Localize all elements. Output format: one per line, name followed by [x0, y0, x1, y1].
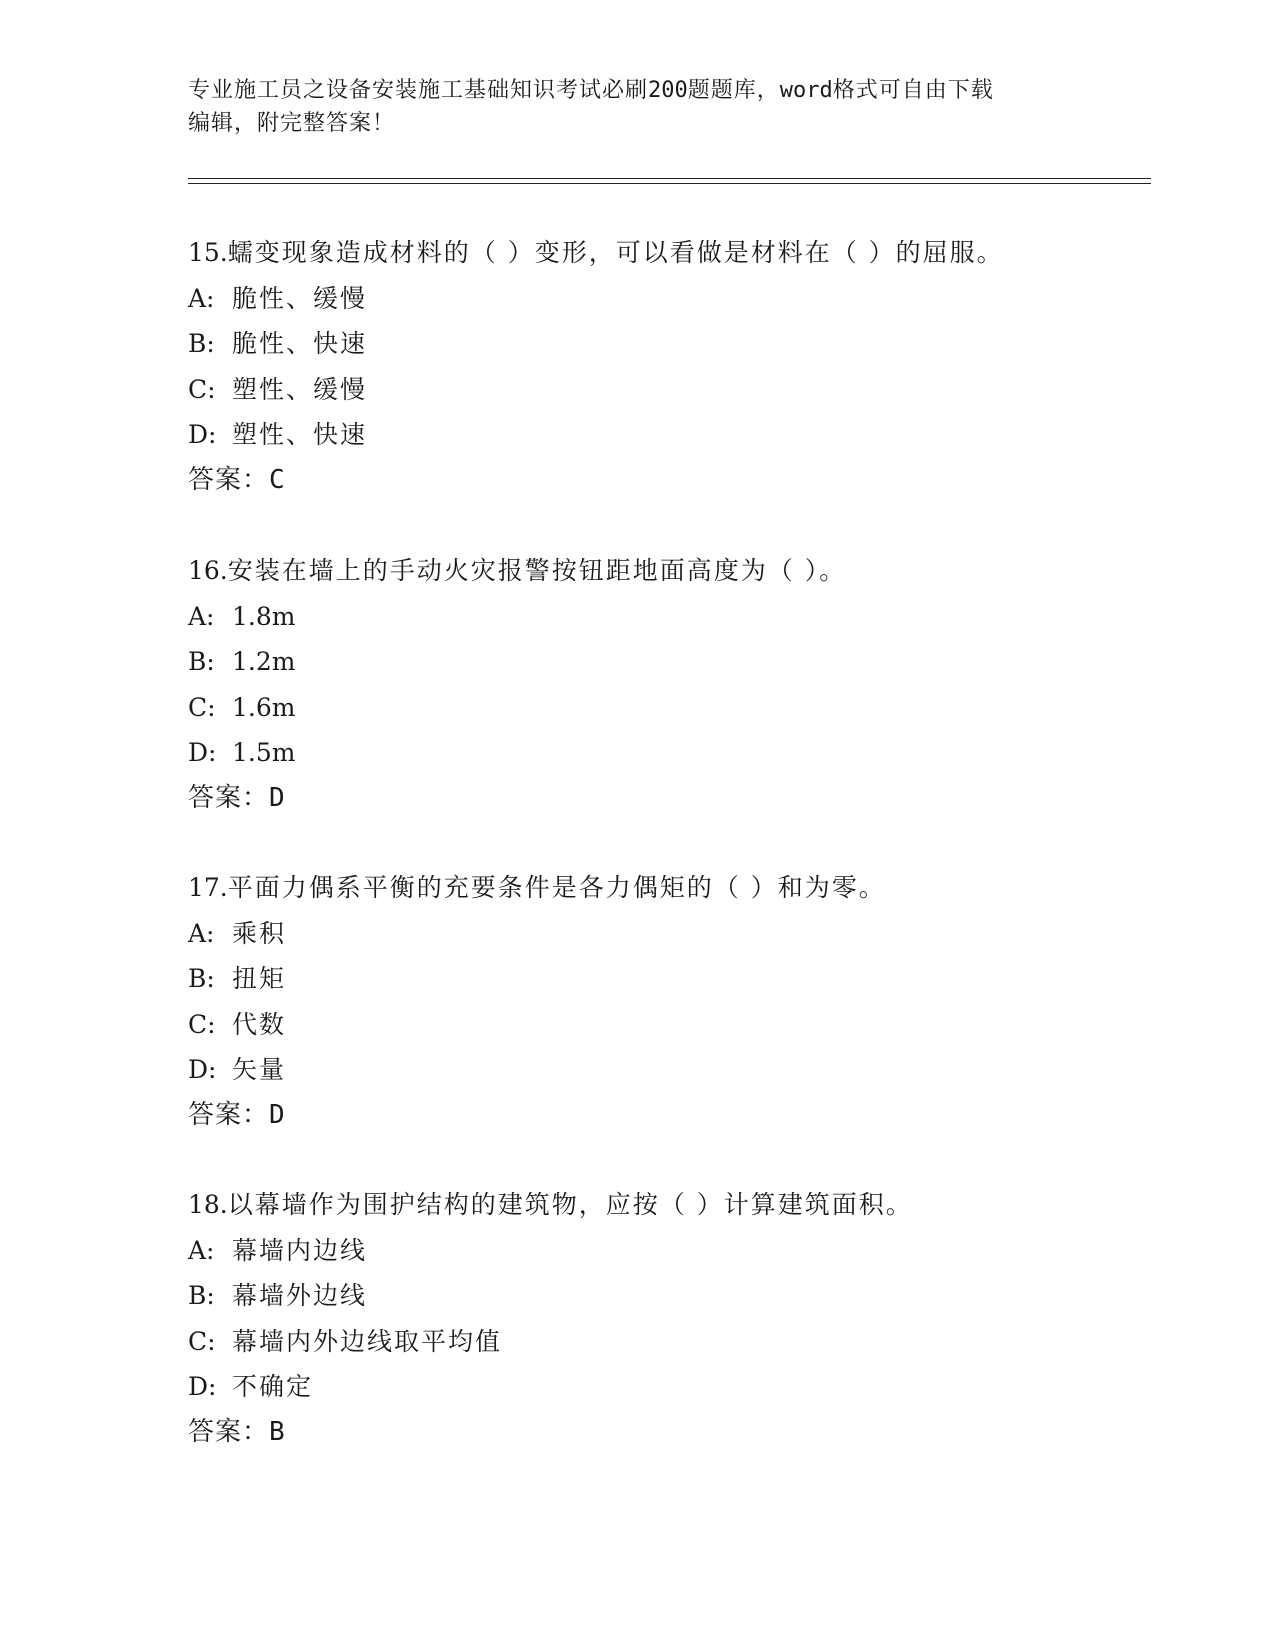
- header-text-part: 格式可自由下载: [832, 78, 994, 103]
- option-letter: A:: [188, 601, 215, 631]
- header-line-1: [188, 74, 1088, 107]
- option-c: [188, 1002, 1138, 1048]
- option-c: [188, 367, 1138, 413]
- header-divider-top: [188, 178, 1151, 179]
- question-text: 蠕变现象造成材料的（ ）变形，可以看做是材料在（ ）的屈服。: [227, 238, 1004, 267]
- option-letter: C:: [188, 1326, 216, 1356]
- option-d: [188, 1364, 1138, 1410]
- question-number: 15.: [188, 238, 228, 267]
- option-a: [188, 594, 1138, 640]
- option-letter: D:: [188, 738, 217, 767]
- question-18: [188, 1182, 1138, 1455]
- option-text: 不确定: [232, 1372, 314, 1401]
- option-text: 脆性、快速: [232, 329, 368, 358]
- answer-line: [188, 458, 1138, 504]
- answer-line: [188, 1093, 1138, 1139]
- answer-label: 答案：: [188, 1099, 270, 1130]
- option-a: [188, 911, 1138, 957]
- header-text-part: 专业施工员之设备安装施工基础知识考试必刷: [188, 78, 649, 103]
- document-header: [188, 74, 1088, 140]
- option-text: 1.6m: [232, 692, 296, 722]
- option-letter: D:: [188, 1055, 217, 1084]
- option-a: [188, 1228, 1138, 1274]
- option-b: [188, 639, 1138, 685]
- option-letter: D:: [188, 1372, 217, 1401]
- answer-line: [188, 776, 1138, 822]
- question-stem: [188, 1182, 1138, 1228]
- question-text: 平面力偶系平衡的充要条件是各力偶矩的（ ）和为零。: [227, 873, 886, 902]
- option-letter: D:: [188, 420, 217, 449]
- answer-line: [188, 1410, 1138, 1456]
- option-letter: C:: [188, 692, 216, 722]
- option-text: 塑性、缓慢: [232, 374, 368, 404]
- question-15: [188, 230, 1138, 503]
- header-line-2: 编辑，附完整答案！: [188, 111, 396, 136]
- header-number: 200: [648, 78, 688, 103]
- option-text: 扭矩: [232, 964, 287, 993]
- option-text: 幕墙内边线: [232, 1235, 368, 1265]
- header-text-part: 题题库，: [687, 78, 780, 103]
- option-text: 乘积: [232, 918, 287, 948]
- option-b: [188, 321, 1138, 367]
- answer-label: 答案：: [188, 1416, 270, 1447]
- option-d: [188, 412, 1138, 458]
- option-c: [188, 1319, 1138, 1365]
- answer-value: D: [269, 1099, 286, 1130]
- option-letter: B:: [188, 964, 215, 993]
- question-16: [188, 548, 1138, 821]
- option-b: [188, 956, 1138, 1002]
- question-number: 17.: [188, 873, 228, 902]
- option-d: [188, 730, 1138, 776]
- option-d: [188, 1047, 1138, 1093]
- question-stem: [188, 548, 1138, 594]
- answer-value: D: [269, 782, 286, 813]
- option-letter: A:: [188, 1235, 215, 1265]
- question-number: 18.: [188, 1190, 228, 1219]
- option-text: 幕墙内外边线取平均值: [232, 1326, 503, 1356]
- option-letter: A:: [188, 283, 215, 313]
- option-b: [188, 1273, 1138, 1319]
- answer-value: B: [269, 1416, 286, 1447]
- option-a: [188, 276, 1138, 322]
- option-text: 1.8m: [232, 601, 296, 631]
- option-text: 1.5m: [232, 738, 296, 767]
- question-number: 16.: [188, 556, 228, 585]
- option-letter: C:: [188, 1009, 216, 1039]
- option-text: 矢量: [232, 1055, 287, 1084]
- option-text: 代数: [232, 1009, 287, 1039]
- question-17: [188, 865, 1138, 1138]
- header-word: word: [779, 78, 833, 103]
- header-divider-bottom: [188, 183, 1151, 184]
- answer-value: C: [269, 464, 286, 495]
- answer-label: 答案：: [188, 464, 270, 495]
- question-text: 以幕墙作为围护结构的建筑物，应按（ ）计算建筑面积。: [227, 1190, 913, 1219]
- question-stem: [188, 230, 1138, 276]
- option-text: 脆性、缓慢: [232, 283, 368, 313]
- option-letter: B:: [188, 329, 215, 358]
- option-letter: C:: [188, 374, 216, 404]
- question-text: 安装在墙上的手动火灾报警按钮距地面高度为（ ）。: [227, 556, 847, 585]
- question-stem: [188, 865, 1138, 911]
- option-text: 幕墙外边线: [232, 1281, 368, 1310]
- option-letter: B:: [188, 647, 215, 676]
- option-text: 塑性、快速: [232, 420, 368, 449]
- option-text: 1.2m: [232, 647, 296, 676]
- option-letter: A:: [188, 918, 215, 948]
- option-c: [188, 685, 1138, 731]
- answer-label: 答案：: [188, 782, 270, 813]
- option-letter: B:: [188, 1281, 215, 1310]
